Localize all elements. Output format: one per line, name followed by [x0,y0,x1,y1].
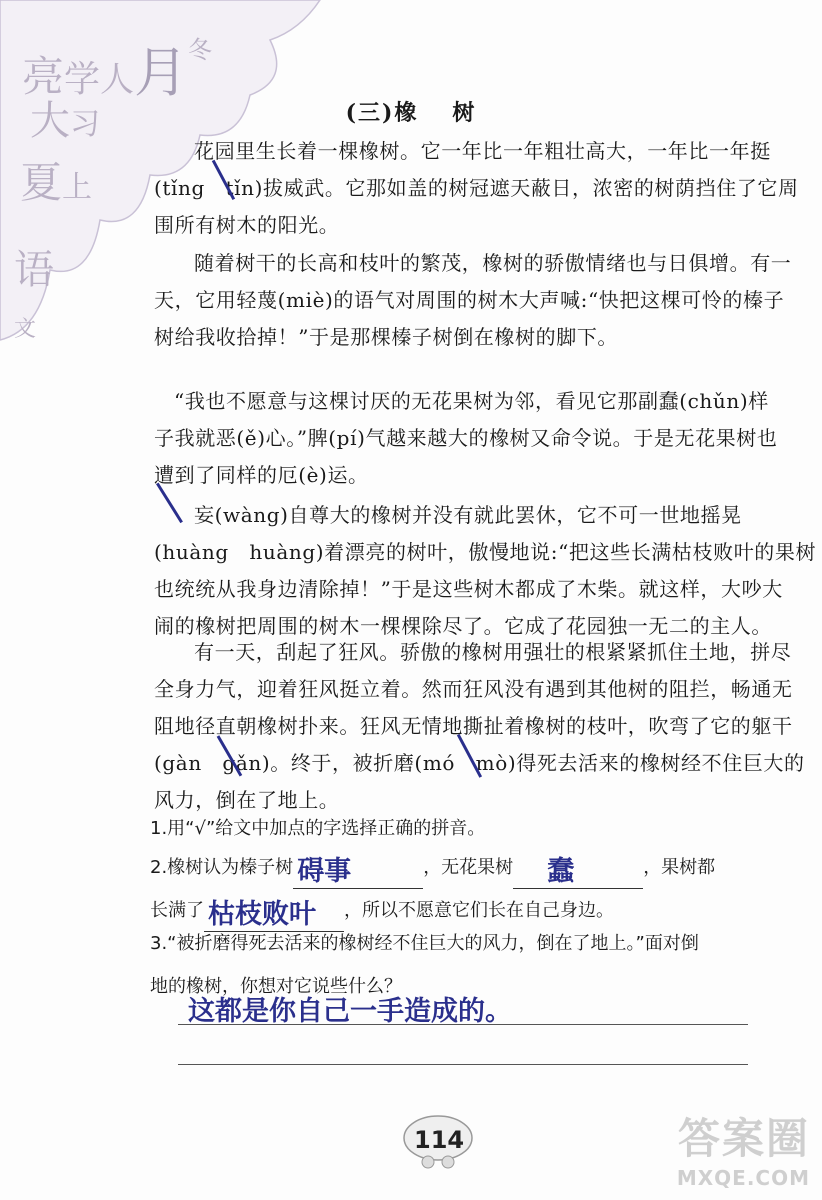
text-line: 花园里生长着一棵橡树。它一年比一年粗壮高大，一年比一年挺 [194,139,771,163]
handwritten-answer: 碍事 [297,856,352,887]
brand-col-3: 夏上 [20,158,93,207]
q2-text-a: 2.橡树认为榛子树 [150,857,294,878]
text-line: 子我就恶(ě)心。”脾(pí)气越来越大的橡树又命令说。于是无花果树也 [154,426,778,450]
text-line: (gàn gǎn)。终于，被折磨(mó mò)得死去活来的橡树经不住巨大的 [154,751,805,775]
page-number-badge [398,1110,478,1170]
answer-line[interactable] [178,1024,748,1025]
q2-text-e: ，所以不愿意它们长在自己身边。 [344,900,614,921]
text-line: 全身力气，迎着狂风挺立着。然而狂风没有遇到其他树的阻拦，畅通无 [154,677,793,701]
question-1: 1.用“√”给文中加点的字选择正确的拼音。 [150,818,486,839]
title-part1: (三)橡 [345,100,419,126]
handwritten-answer: 枯枝败叶 [208,899,316,930]
brand-char: 亮 [22,52,65,101]
text-line: 有一天，刮起了狂风。骄傲的橡树用强壮的根紧紧抓住土地，拼尽 [194,640,792,664]
paragraph-3 [154,383,778,494]
handwritten-answer: 蠢 [547,856,575,887]
paragraph-2 [154,245,792,356]
text-line: 风力，倒在了地上。 [154,788,340,812]
brand-char: 学 [64,59,101,100]
answer-blank[interactable] [513,856,643,889]
title-part2: 树 [452,100,477,126]
brand-char: 人 [100,60,135,100]
q2-text-d: 长满了 [150,900,204,921]
text-line: 围所有树木的阳光。 [154,213,340,237]
text-line: 天，它用轻蔑(miè)的语气对周围的树木大声喊:“快把这棵可怜的榛子 [154,288,785,312]
brand-col-4: 语 文 [14,247,54,342]
text-line: 闹的橡树把周围的树木一棵棵除尽了。它成了花园独一无二的主人。 [154,614,772,638]
question-3: 3.“被折磨得死去活来的橡树经不住巨大的风力，倒在了地上。”面对倒 地的橡树，你想对它说些什么？ [150,933,699,997]
text-line: “我也不愿意与这棵讨厌的无花果树为邻，看见它那副蠢(chǔn)样 [174,389,769,413]
watermark: 答案圈 MXQE.COM [676,1114,810,1190]
paragraph-1 [154,133,799,244]
text-line: 遭到了同样的厄(è)运。 [154,463,369,487]
text-line: (huàng huàng)着漂亮的树叶，傲慢地说:“把这些长满枯枝败叶的果树 [154,540,817,564]
text-line: 妄(wàng)自尊大的橡树并没有就此罢休，它不可一世地摇晃 [194,503,742,527]
brand-char: 冬 [188,36,213,64]
text-line: (tǐng tǐn)拔威武。它那如盖的树冠遮天蔽日，浓密的树荫挡住了它周 [154,176,799,200]
paragraph-5 [154,634,805,819]
q2-text-c: ，果树都 [643,857,716,878]
question-2 [150,846,760,932]
brand-col-2: 大习 [30,98,100,144]
text-line: 也统统从我身边清除掉！”于是这些树木都成了木柴。就这样，大吵大 [154,577,783,601]
brand-char: 月 [134,41,189,104]
text-line: 树给我收拾掉！”于是那棵榛子树倒在橡树的脚下。 [154,325,619,349]
text-line: 阻地径直朝橡树扑来。狂风无情地撕扯着橡树的枝叶，吹弯了它的躯干 [154,714,793,738]
page-number: 114 [414,1126,465,1154]
q2-text-b: ，无花果树 [423,857,514,878]
page-title [0,96,822,127]
text-line: 随着树干的长高和枝叶的繁茂，橡树的骄傲情绪也与日俱增。有一 [194,251,792,275]
answer-blank[interactable] [293,856,423,889]
handwritten-answer-q3: 这都是你自己一手造成的。 [188,996,512,1027]
answer-line[interactable] [178,1064,748,1065]
paragraph-4 [154,497,817,645]
